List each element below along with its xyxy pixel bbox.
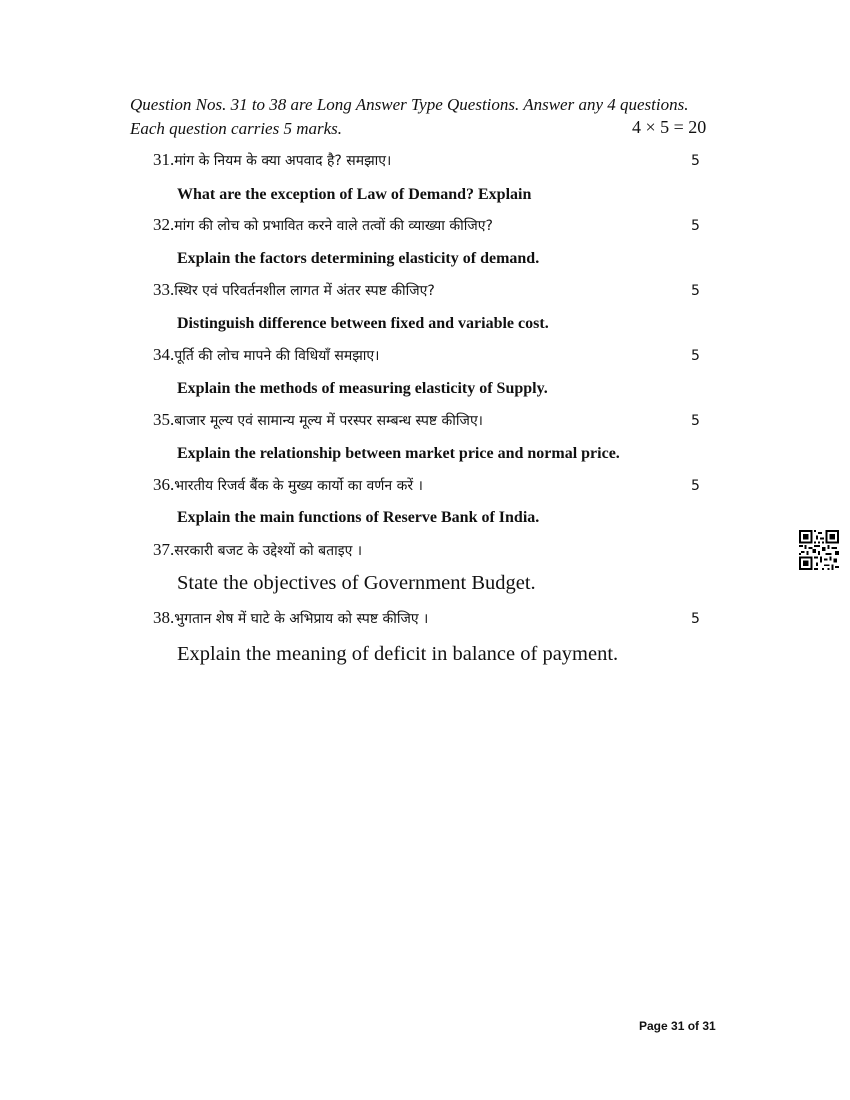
question-37-hindi-row: [153, 540, 713, 564]
question-31-hindi-row: [153, 150, 713, 174]
question-number: 31.: [153, 150, 175, 169]
question-38-marks: 5: [691, 611, 700, 627]
question-hindi-text: बाजार मूल्य एवं सामान्य मूल्य में परस्पर सम्बन्ध स्पष्ट कीजिए।: [174, 413, 483, 429]
page-number: Page 31 of 31: [639, 1019, 716, 1033]
question-34-english: Explain the methods of measuring elasticity of Supply.: [177, 380, 548, 397]
qr-code-icon: [799, 530, 839, 570]
question-hindi-text: पूर्ति की लोच मापने की विधियाँ समझाए।: [174, 348, 380, 364]
question-hindi-text: स्थिर एवं परिवर्तनशील लागत में अंतर स्पष्ट कीजिए?: [174, 283, 435, 299]
question-33-english: Distinguish difference between fixed and variable cost.: [177, 315, 549, 332]
question-35-marks: 5: [691, 413, 700, 429]
question-hindi-text: भारतीय रिजर्व बैंक के मुख्य कार्यो का वर्णन करें ।: [174, 478, 423, 494]
question-hindi-text: भुगतान शेष में घाटे के अभिप्राय को स्पष्ट कीजिए ।: [174, 611, 429, 627]
question-33-hindi-row: [153, 280, 713, 304]
instructions-line-2: Each question carries 5 marks.: [130, 119, 343, 138]
question-number: 32.: [153, 215, 175, 234]
question-36-hindi-row: [153, 475, 713, 499]
question-37-english: State the objectives of Government Budget.: [177, 572, 536, 594]
question-35-english: Explain the relationship between market price and normal price.: [177, 445, 620, 462]
question-32-english: Explain the factors determining elasticity of demand.: [177, 250, 540, 267]
question-number: 37.: [153, 540, 175, 559]
question-36-english: Explain the main functions of Reserve Bank of India.: [177, 509, 540, 526]
question-number: 35.: [153, 410, 175, 429]
question-number: 33.: [153, 280, 175, 299]
question-hindi-text: मांग के नियम के क्या अपवाद है? समझाए।: [174, 153, 392, 169]
question-32-hindi-row: [153, 215, 713, 239]
question-hindi-text: मांग की लोच को प्रभावित करने वाले तत्वों की व्याख्या कीजिए?: [174, 218, 493, 234]
question-hindi-text: सरकारी बजट के उद्देश्यों को बताइए ।: [174, 543, 363, 559]
question-number: 36.: [153, 475, 175, 494]
instructions-line-1: Question Nos. 31 to 38 are Long Answer Type Questions. Answer any 4 questions.: [130, 95, 689, 114]
question-31-marks: 5: [691, 153, 700, 169]
question-32-marks: 5: [691, 218, 700, 234]
question-34-hindi-row: [153, 345, 713, 369]
marks-formula: 4 × 5 = 20: [632, 117, 707, 137]
question-number: 34.: [153, 345, 175, 364]
question-33-marks: 5: [691, 283, 700, 299]
question-38-hindi-row: [153, 608, 713, 632]
question-number: 38.: [153, 608, 175, 627]
question-38-english: Explain the meaning of deficit in balance of payment.: [177, 643, 619, 665]
question-36-marks: 5: [691, 478, 700, 494]
question-34-marks: 5: [691, 348, 700, 364]
question-31-english: What are the exception of Law of Demand? Explain: [177, 186, 532, 203]
question-35-hindi-row: [153, 410, 713, 434]
